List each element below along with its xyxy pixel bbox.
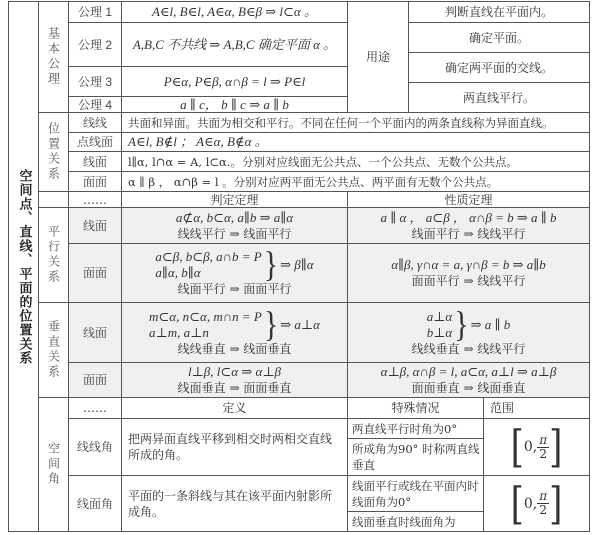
formula-caption: 面面垂直 ⇒ 线面垂直: [411, 381, 526, 395]
position-line-plane-text: l∥α, l∩α = A, l⊂α.。分别对应线面无公共点、一个公共点、无数个公共点。: [121, 151, 590, 172]
formula: l⊥β, l⊂α ⇒ α⊥β: [187, 364, 282, 379]
axiom-4-statement: a ∥ c， b ∥ c ⇒ a ∥ b: [121, 96, 348, 113]
formula-result: ⇒ a ∥ b: [470, 316, 511, 332]
formula-caption: 线线垂直 ⇒ 线线平行: [411, 341, 526, 356]
perpendicular-plane-plane-name: 面面: [68, 362, 122, 398]
perpendicular-line-plane-name: 线面: [68, 302, 122, 363]
perpendicular-plane-plane-judgement: [121, 362, 348, 398]
fraction-numerator: π: [539, 432, 548, 447]
fraction: [537, 490, 549, 517]
formula-caption: 线面平行 ⇒ 面面平行: [177, 282, 292, 296]
left-bracket-icon: [: [510, 421, 524, 473]
axiom-1-statement: A∈l, B∈l, A∈α, B∈β ⇒ l⊂α 。: [121, 1, 348, 23]
position-plane-plane-name: 面面: [68, 171, 122, 192]
angles-header-definition: 定义: [121, 397, 348, 419]
fraction-denominator: 2: [539, 446, 547, 461]
formula: a ∥ α ， a⊂β ， α∩β = b ⇒ a ∥ b: [380, 209, 557, 225]
left-bracket-icon: [: [510, 477, 524, 530]
formula: α⊥β, α∩β = l, a⊂α, a⊥l ⇒ a⊥β: [380, 364, 557, 379]
angle-line-plane-range: [483, 475, 590, 532]
angles-header-special: 特殊情况: [347, 397, 484, 419]
perpendicular-line-plane-property: [347, 302, 590, 363]
position-point-line-plane-text: A∈l, B∉l ； A∈α, B∉α 。: [121, 132, 590, 152]
range-interval: [510, 477, 563, 530]
formula-result: ⇒ a⊥α: [280, 316, 320, 332]
axiom-2-usage: 确定平面。: [408, 22, 590, 53]
theorem-header-dots: ……: [68, 191, 122, 208]
right-bracket-icon: ]: [549, 477, 563, 530]
formula-line-1: a⊂β, b⊂β, a∩b = P: [155, 249, 262, 264]
axiom-3-usage: 确定两平面的交线。: [408, 52, 590, 83]
theorem-header-judgement: 判定定理: [121, 191, 348, 208]
formula-line-1: a⊥α: [426, 308, 453, 324]
position-line-plane-name: 线面: [68, 151, 122, 172]
range-start: 0,: [523, 439, 538, 455]
parallel-plane-plane-property: [347, 243, 590, 303]
parallel-group-cell: [38, 207, 69, 303]
positions-group-label: 位置关系: [46, 122, 61, 182]
perpendicular-line-plane-judgement: [121, 302, 348, 363]
brace-formula: [155, 244, 314, 285]
axioms-group-cell: [38, 1, 69, 113]
position-line-line-text: 共面和异面。共面为相交和平行。不同在任何一个平面内的两条直线称为异面直线。: [121, 112, 590, 133]
angle-line-line-name: 线线角: [68, 418, 122, 476]
formula-caption: 线线平行 ⇒ 线面平行: [177, 226, 292, 241]
angle-line-plane-definition: 平面的一条斜线与其在该平面内射影所成角。: [121, 475, 348, 532]
parallel-line-plane-judgement: [121, 207, 348, 244]
parallel-group-label: 平行关系: [46, 225, 61, 285]
position-plane-plane-text: α ∥ β ， α∩β = l 。分别对应两平面无公共点、两平面有无数个公共点。: [121, 171, 590, 192]
axiom-3-statement: P∈α, P∈β, α∩β = l ⇒ P∈l: [121, 66, 348, 97]
axiom-3-name: 公理 3: [68, 66, 122, 97]
axiom-1-usage: 判断直线在平面内。: [408, 1, 590, 23]
axiom-4-name: 公理 4: [68, 96, 122, 113]
usage-label: 用途: [365, 50, 390, 64]
fraction-numerator: π: [539, 489, 548, 503]
angles-header-dots: ……: [68, 397, 122, 419]
right-brace-icon: }: [263, 244, 279, 285]
angle-line-line-range: [483, 418, 590, 476]
angle-line-plane-special-1: 线面平行或线在平面内时线面角为0°: [347, 475, 484, 512]
table-title-cell: [8, 1, 39, 532]
right-brace-icon: }: [263, 304, 279, 344]
formula-caption: 线面垂直 ⇒ 面面垂直: [177, 381, 292, 395]
fraction-denominator: 2: [539, 503, 547, 517]
parallel-line-plane-name: 线面: [68, 207, 122, 244]
brace-formula: [426, 304, 511, 344]
formula: α∥β, γ∩α = a, γ∩β = b ⇒ a∥b: [391, 257, 546, 272]
perpendicular-group-cell: [38, 302, 69, 398]
angle-line-plane-name: 线面角: [68, 475, 122, 532]
perpendicular-group-label: 垂直关系: [46, 320, 61, 380]
range-start: 0,: [523, 495, 538, 512]
right-bracket-icon: ]: [549, 421, 563, 473]
formula-line-2: a∥α, b∥α: [155, 265, 201, 280]
axiom-2-name: 公理 2: [68, 22, 122, 67]
formula-caption: 面面平行 ⇒ 线线平行: [411, 274, 526, 288]
parallel-plane-plane-judgement: [121, 243, 348, 303]
range-interval: [510, 421, 563, 473]
axiom-2-statement: A,B,C 不共线 ⇒ A,B,C 确定平面 α 。: [121, 22, 348, 67]
positions-group-cell: [38, 112, 69, 192]
fraction: [537, 434, 549, 461]
formula-line-2: b⊥α: [426, 324, 453, 340]
theorem-header-property: 性质定理: [347, 191, 590, 208]
formula-caption: 线面平行 ⇒ 线线平行: [411, 226, 526, 241]
formula: a⊄α, b⊂α, a∥b ⇒ a∥α: [175, 209, 294, 225]
angle-line-line-special-2: 所成角为90° 时称两直线垂直: [347, 438, 484, 476]
brace-formula: [149, 304, 320, 344]
angle-line-line-special-1: 两直线平行时角为0°: [347, 418, 484, 439]
right-brace-icon: }: [454, 304, 469, 344]
position-point-line-plane-name: 点线面: [68, 132, 122, 152]
theorem-header-blank: [38, 191, 69, 208]
axiom-4-usage: 两直线平行。: [408, 82, 590, 113]
formula-caption: 线线垂直 ⇒ 线面垂直: [177, 341, 292, 356]
formula-line-1: m⊂α, n⊂α, m∩n = P: [149, 308, 262, 324]
parallel-plane-plane-name: 面面: [68, 243, 122, 303]
usage-label-cell: [347, 1, 409, 113]
formula-result: ⇒ β∥α: [280, 257, 314, 272]
angles-group-label: 空间角: [46, 442, 61, 487]
angle-line-plane-special-2: 线面垂直时线面角为: [347, 511, 484, 532]
angles-header-range: 范围: [483, 397, 590, 419]
position-line-line-name: 线线: [68, 112, 122, 133]
parallel-line-plane-property: [347, 207, 590, 244]
table-title: 空间点、直线、平面的位置关系: [16, 168, 32, 365]
angle-line-line-definition: 把两异面直线平移到相交时两相交直线所成的角。: [121, 418, 348, 476]
perpendicular-plane-plane-property: [347, 362, 590, 398]
axiom-1-name: 公理 1: [68, 1, 122, 23]
axioms-group-label: 基本公理: [46, 27, 61, 87]
angles-group-cell: [38, 397, 69, 532]
formula-line-2: a⊥m, a⊥n: [149, 324, 209, 340]
